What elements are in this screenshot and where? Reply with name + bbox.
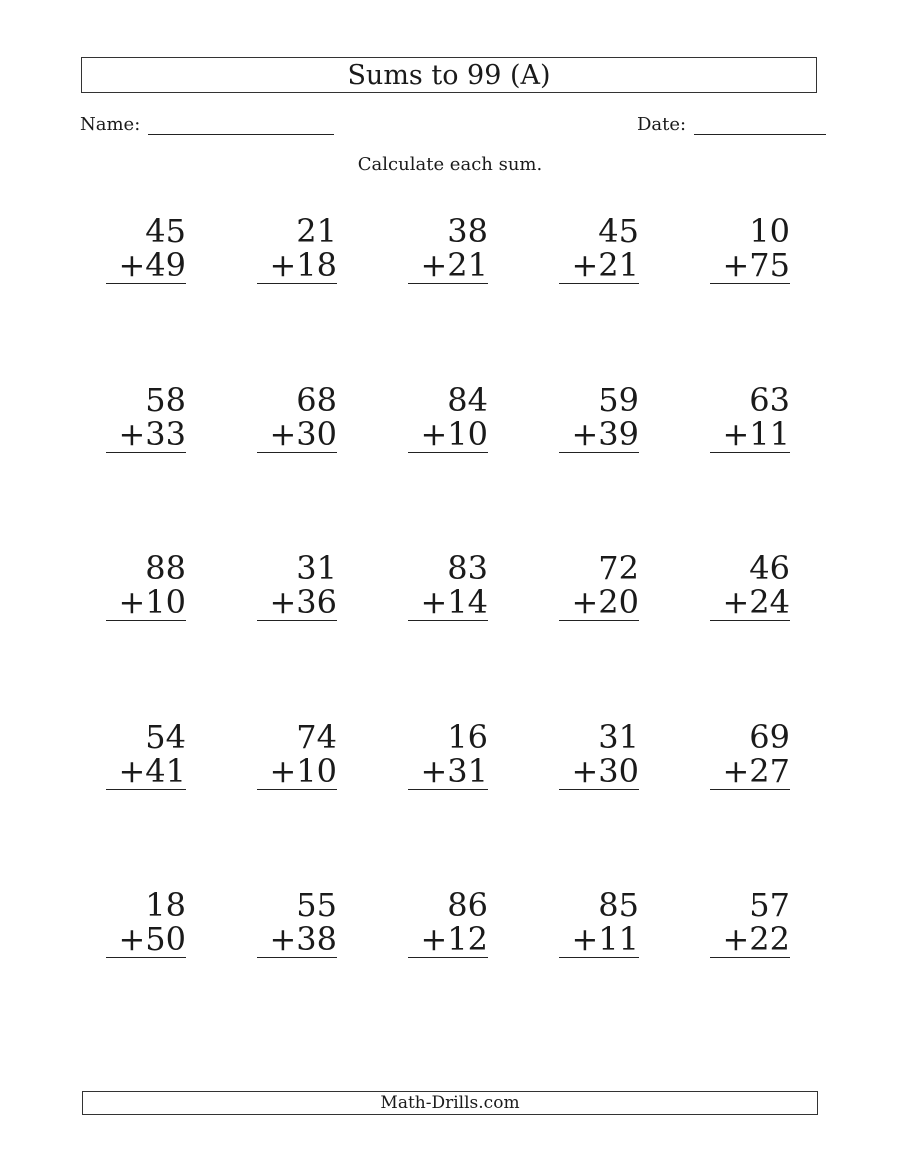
addend-top: 31 [296, 549, 337, 587]
problem-row-4 [0, 717, 900, 889]
problem [257, 551, 337, 621]
addend-bottom: +10 [106, 585, 186, 621]
worksheet-title: Sums to 99 (A) [81, 57, 817, 93]
problem [559, 214, 639, 284]
addend-bottom: +24 [710, 585, 790, 621]
problem [710, 551, 790, 621]
addend-bottom: +33 [106, 417, 186, 453]
problem-row-3 [0, 551, 900, 720]
addend-bottom: +41 [106, 754, 186, 790]
addend-top: 63 [749, 380, 790, 419]
name-label: Name: [80, 114, 141, 135]
addend-top: 16 [447, 717, 488, 756]
addend-top: 58 [145, 380, 186, 419]
problem [106, 380, 186, 453]
addend-bottom: +10 [257, 754, 337, 790]
addend-top: 86 [447, 886, 488, 924]
addend-bottom: +39 [559, 417, 639, 453]
addend-bottom: +75 [710, 248, 790, 284]
addend-top: 69 [749, 717, 790, 756]
addend-top: 18 [145, 886, 186, 924]
problem [257, 214, 337, 284]
problem [106, 888, 186, 958]
addend-bottom: +30 [257, 417, 337, 453]
problem [710, 380, 790, 453]
problem-row-1 [0, 214, 900, 383]
addend-bottom: +27 [710, 754, 790, 790]
problem [257, 717, 337, 790]
addend-top: 88 [145, 549, 186, 587]
problem [710, 888, 790, 958]
addend-top: 59 [598, 380, 639, 419]
addend-bottom: +21 [408, 248, 488, 284]
addend-top: 68 [296, 380, 337, 419]
problem-row-5 [0, 888, 900, 1057]
addend-top: 45 [145, 212, 186, 250]
problem [710, 717, 790, 790]
addend-bottom: +49 [106, 248, 186, 284]
addend-bottom: +18 [257, 248, 337, 284]
problem [559, 717, 639, 790]
problem [106, 214, 186, 284]
addend-top: 45 [598, 212, 639, 250]
addend-top: 72 [598, 549, 639, 587]
addend-bottom: +50 [106, 922, 186, 958]
date-blank-line[interactable] [694, 112, 826, 135]
addend-top: 46 [749, 549, 790, 587]
addend-bottom: +38 [257, 922, 337, 958]
problem [408, 717, 488, 790]
addend-bottom: +11 [710, 417, 790, 453]
problem [106, 717, 186, 790]
name-field [80, 112, 334, 135]
problem-row-2 [0, 380, 900, 552]
addend-top: 54 [145, 717, 186, 756]
addend-bottom: +30 [559, 754, 639, 790]
name-blank-line[interactable] [148, 112, 334, 135]
problem-grid [0, 214, 900, 1057]
addend-bottom: +12 [408, 922, 488, 958]
problem [106, 551, 186, 621]
problem [408, 888, 488, 958]
addend-top: 21 [296, 212, 337, 250]
problem [559, 551, 639, 621]
addend-top: 10 [749, 212, 790, 250]
addend-top: 31 [598, 717, 639, 756]
addend-top: 83 [447, 549, 488, 587]
addend-bottom: +14 [408, 585, 488, 621]
addend-top: 38 [447, 212, 488, 250]
problem [257, 380, 337, 453]
addend-top: 74 [296, 717, 337, 756]
addend-bottom: +20 [559, 585, 639, 621]
addend-bottom: +11 [559, 922, 639, 958]
addend-top: 84 [447, 380, 488, 419]
addend-bottom: +10 [408, 417, 488, 453]
date-field [637, 112, 826, 135]
addend-top: 55 [296, 886, 337, 924]
problem [408, 551, 488, 621]
problem [559, 888, 639, 958]
problem [559, 380, 639, 453]
problem [408, 214, 488, 284]
addend-bottom: +22 [710, 922, 790, 958]
addend-bottom: +36 [257, 585, 337, 621]
addend-bottom: +21 [559, 248, 639, 284]
problem [710, 214, 790, 284]
date-label: Date: [637, 114, 687, 135]
instructions: Calculate each sum. [357, 154, 543, 175]
addend-top: 57 [749, 886, 790, 924]
footer: Math-Drills.com [82, 1091, 818, 1115]
addend-top: 85 [598, 886, 639, 924]
problem [408, 380, 488, 453]
addend-bottom: +31 [408, 754, 488, 790]
problem [257, 888, 337, 958]
